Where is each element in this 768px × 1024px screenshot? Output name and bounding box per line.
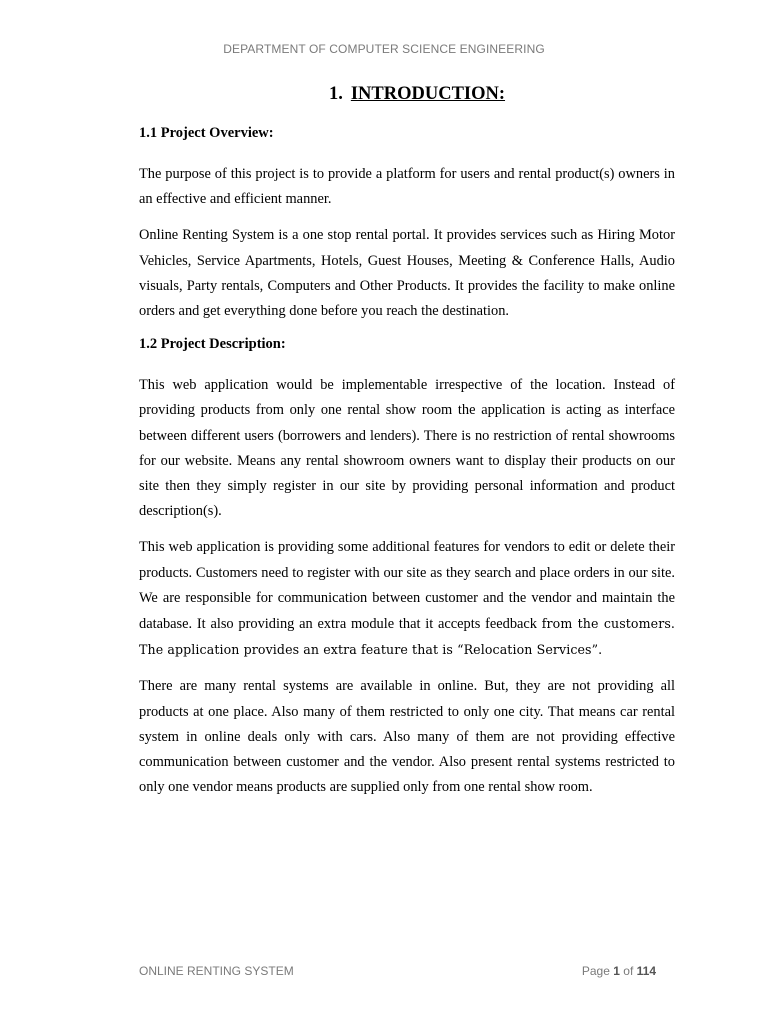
paragraph-feedback [139,535,675,663]
current-page: 1 [613,964,620,978]
section-heading-description: 1.2 Project Description: [139,336,286,353]
paragraph-text: This web application is providing some additional features for vendors to edit or delete their products. Customers need to register with our site as they search and place orders in our site. We are responsible for communication between customer and the vendor and maintain the database. It also providing an extra module that it accepts feedback [139,539,675,633]
page-header: DEPARTMENT OF COMPUTER SCIENCE ENGINEERING [223,42,545,56]
paragraph: Online Renting System is a one stop rental portal. It provides services such as Hiring Motor Vehicles, Service Apartments, Hotels, Guest Houses, Meeting & Conference Halls, Audio visuals, Party rentals, Computers and Other Products. It provides the facility to make online orders and get everything done before you reach the destination. [139,227,675,320]
footer-title: ONLINE RENTING SYSTEM [139,964,294,978]
paragraph: There are many rental systems are available in online. But, they are not providing all products at one place. Also many of them restricted to only one city. That means car rental system in online deals only with cars. Also many of them are not providing effective communication between customer and the vendor. Also present rental systems restricted to only one vendor means products are supplied only from one rental show room. [139,678,675,796]
section-heading-overview: 1.1 Project Overview: [139,125,274,141]
chapter-heading: INTRODUCTION: [350,84,506,104]
page-content [139,84,675,811]
chapter-title [139,84,675,105]
page-word: Page [581,964,610,978]
page-number [582,964,656,978]
total-pages: 114 [636,964,656,978]
paragraph: The purpose of this project is to provide a platform for users and rental product(s) owners in an effective and efficient manner. [139,166,675,208]
paragraph-text-alt-font: from the customers. The application provides an extra feature that is “Relocation Services”. [139,616,675,658]
page-of: of [623,964,634,978]
paragraph: This web application would be implementable irrespective of the location. Instead of providing products from only one rental show room the application is acting as interface between different users (borrowers and lenders). There is no restriction of rental showrooms for our website. Means any rental showroom owners want to display their products on our site then they simply register in our site by providing personal information and product description(s). [139,377,675,520]
chapter-number: 1. [328,84,343,104]
